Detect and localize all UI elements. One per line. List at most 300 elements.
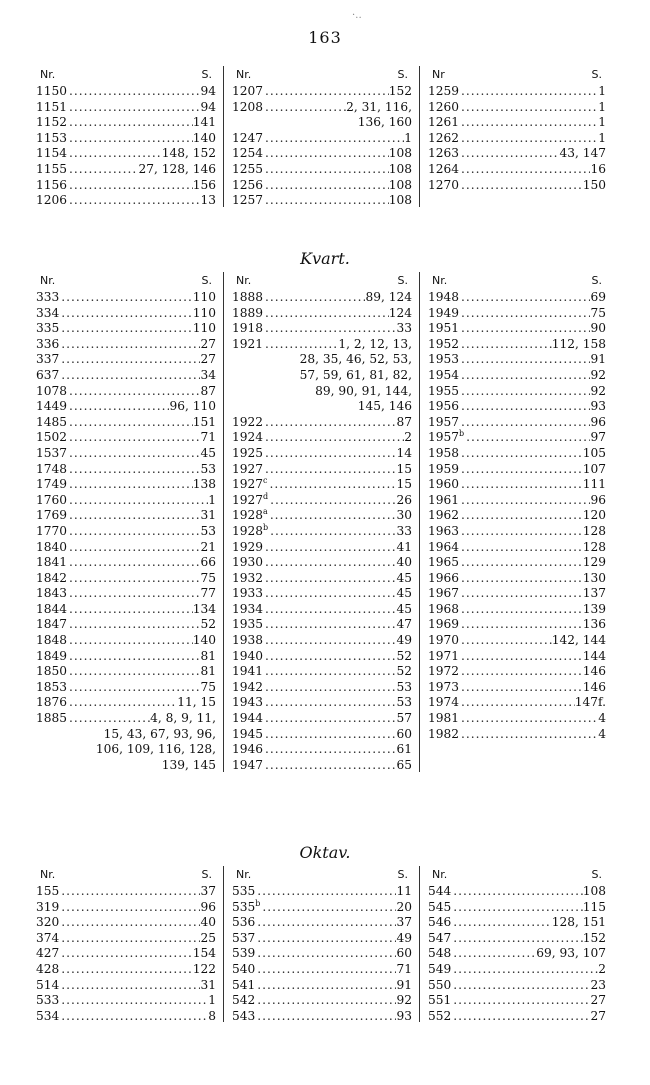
- entry-pages: 52: [396, 664, 412, 679]
- entry-number-text: 1938: [232, 633, 264, 648]
- dot-leader: [459, 290, 590, 306]
- entry-pages: 1: [404, 130, 412, 145]
- entry-number-text: 1918: [232, 321, 264, 336]
- entry-pages: 53: [200, 523, 216, 538]
- entry-pages: 27: [200, 352, 216, 367]
- index-entry: [232, 290, 412, 306]
- index-entry: [232, 524, 412, 540]
- entry-pages: 1, 2, 12, 13,: [338, 336, 412, 351]
- entry-number: [232, 978, 255, 994]
- dot-leader: [268, 477, 397, 493]
- entry-number-text: 1155: [36, 161, 68, 176]
- entry-pages: 1: [598, 115, 606, 130]
- index-entry: [36, 146, 216, 162]
- entry-pages: 81: [200, 648, 216, 663]
- entry-number: [36, 586, 67, 602]
- entry-pages: 106, 109, 116, 128,: [95, 742, 216, 757]
- entry-number-text: 1981: [428, 711, 460, 726]
- entry-number: [428, 915, 451, 931]
- entry-number: [428, 290, 459, 306]
- entry-pages: 31: [200, 977, 216, 992]
- entry-number: [36, 178, 67, 194]
- index-entry: [428, 337, 606, 353]
- index-entry: [232, 586, 412, 602]
- entry-number-text: 1921: [232, 336, 264, 351]
- dot-leader: [459, 649, 583, 665]
- index-entry: [232, 742, 412, 758]
- index-entry: [428, 430, 606, 446]
- entry-number-text: 1957: [428, 414, 460, 429]
- index-entry: [36, 462, 216, 478]
- dot-leader: [67, 415, 193, 431]
- index-entry-continuation: [232, 399, 412, 415]
- dot-leader: [263, 430, 404, 446]
- column-header: [232, 272, 412, 290]
- dot-leader: [263, 100, 346, 116]
- index-entry: [232, 680, 412, 696]
- dot-leader: [459, 321, 590, 337]
- column-divider: [223, 272, 224, 772]
- entry-pages: 93: [590, 399, 606, 414]
- index-entry: [36, 993, 216, 1009]
- entry-number: [36, 477, 67, 493]
- entry-number: [428, 368, 459, 384]
- index-entry-continuation: [232, 115, 412, 131]
- index-entry: [232, 884, 412, 900]
- entry-number: [36, 193, 67, 209]
- entry-pages: 139: [582, 601, 606, 616]
- entry-number: [232, 664, 263, 680]
- entry-pages: 91: [590, 352, 606, 367]
- index-entry: [428, 1009, 606, 1025]
- entry-number: [232, 100, 263, 116]
- entry-pages: 4: [598, 711, 606, 726]
- index-entry-continuation: [232, 368, 412, 384]
- entry-pages: 20: [396, 899, 412, 914]
- entry-pages: 66: [200, 555, 216, 570]
- entry-pages: 47: [396, 617, 412, 632]
- dot-leader: [255, 978, 396, 994]
- entry-number-text: 1876: [36, 695, 68, 710]
- entry-number: [36, 931, 59, 947]
- entry-number: [36, 649, 67, 665]
- entry-number-text: 1769: [36, 508, 68, 523]
- entry-number-text: 1929: [232, 539, 264, 554]
- entry-number: [428, 884, 451, 900]
- entry-number-text: 548: [428, 946, 452, 961]
- entry-number-text: 1967: [428, 586, 460, 601]
- entry-number: [232, 617, 263, 633]
- entry-number: [36, 493, 67, 509]
- entry-number-text: 1944: [232, 711, 264, 726]
- entry-number-text: 1259: [428, 84, 460, 98]
- entry-pages: 1: [598, 99, 606, 114]
- index-column: [36, 866, 216, 1024]
- index-entry: [36, 617, 216, 633]
- entry-number: [232, 915, 255, 931]
- dot-leader: [67, 571, 200, 587]
- dot-leader: [459, 337, 552, 353]
- index-entry: [232, 931, 412, 947]
- entry-number: [36, 337, 59, 353]
- entry-number: [232, 649, 263, 665]
- entry-number: [232, 555, 263, 571]
- entry-number: [232, 540, 263, 556]
- entry-number-text: 535: [232, 899, 256, 914]
- dot-leader: [255, 962, 396, 978]
- index-entry: [36, 962, 216, 978]
- entry-number-text: 320: [36, 915, 60, 930]
- dot-leader: [459, 633, 552, 649]
- dot-leader: [255, 884, 396, 900]
- entry-number: [428, 384, 459, 400]
- index-entry: [36, 162, 216, 178]
- index-entry: [36, 931, 216, 947]
- entry-number-text: 537: [232, 930, 256, 945]
- index-entry: [36, 664, 216, 680]
- dot-leader: [459, 462, 583, 478]
- dot-leader: [67, 193, 200, 209]
- dot-leader: [59, 337, 200, 353]
- index-entry: [36, 508, 216, 524]
- entry-number: [232, 758, 263, 774]
- dot-leader: [263, 84, 389, 100]
- dot-leader: [67, 462, 200, 478]
- entry-pages: 151: [192, 414, 216, 429]
- entry-number-text: 1922: [232, 414, 264, 429]
- index-entry: [232, 649, 412, 665]
- dot-leader: [459, 368, 590, 384]
- entry-number: [232, 430, 263, 446]
- dot-leader: [451, 1009, 590, 1025]
- entry-number-text: 1255: [232, 161, 264, 176]
- dot-leader: [263, 633, 396, 649]
- dot-leader: [263, 462, 396, 478]
- entry-number: [36, 399, 67, 415]
- entry-number-text: 1449: [36, 399, 68, 414]
- entry-number-text: 1924: [232, 430, 264, 445]
- entry-number: [36, 115, 67, 131]
- dot-leader: [59, 978, 200, 994]
- entry-number-text: 1844: [36, 601, 68, 616]
- entry-number: [36, 617, 67, 633]
- entry-number: [232, 193, 263, 209]
- dot-leader: [67, 617, 200, 633]
- index-entry: [36, 978, 216, 994]
- entry-number: [428, 462, 459, 478]
- entry-pages: 156: [192, 177, 216, 192]
- entry-number: [428, 100, 459, 116]
- dot-leader: [451, 900, 582, 916]
- index-entry: [232, 962, 412, 978]
- entry-number: [428, 586, 459, 602]
- index-entry: [232, 84, 412, 100]
- entry-number: [428, 649, 459, 665]
- dot-leader: [459, 162, 590, 178]
- dot-leader: [451, 884, 582, 900]
- entry-number: [428, 524, 459, 540]
- entry-pages: 91: [396, 977, 412, 992]
- entry-number: [36, 1009, 59, 1025]
- entry-pages: 124: [388, 305, 412, 320]
- dot-leader: [263, 617, 396, 633]
- index-entry: [428, 115, 606, 131]
- index-entry: [36, 915, 216, 931]
- dot-leader: [459, 555, 583, 571]
- entry-pages: 128, 151: [551, 915, 606, 930]
- column-header-nr: Nr.: [432, 274, 448, 287]
- index-entry: [36, 711, 216, 727]
- index-entry: [232, 146, 412, 162]
- index-entry: [428, 586, 606, 602]
- index-entry: [36, 946, 216, 962]
- entry-number-text: 1853: [36, 679, 68, 694]
- entry-pages: 92: [396, 993, 412, 1008]
- entry-number: [428, 162, 459, 178]
- index-entry: [232, 178, 412, 194]
- entry-number: [36, 711, 67, 727]
- index-entry: [232, 462, 412, 478]
- entry-number: [36, 508, 67, 524]
- index-entry: [36, 193, 216, 209]
- entry-number: [36, 664, 67, 680]
- column-header-nr: Nr: [432, 68, 445, 81]
- entry-pages: 16: [590, 161, 606, 176]
- entry-number: [36, 430, 67, 446]
- dot-leader: [451, 915, 551, 931]
- entry-number-text: 1965: [428, 555, 460, 570]
- column-divider: [419, 66, 420, 207]
- entry-pages: 57, 59, 61, 81, 82,: [299, 367, 412, 382]
- entry-number: [428, 633, 459, 649]
- entry-pages: 142, 144: [551, 633, 606, 648]
- index-entry: [232, 306, 412, 322]
- entry-pages: 147f.: [574, 695, 606, 710]
- entry-number-text: 428: [36, 961, 60, 976]
- dot-leader: [263, 193, 389, 209]
- index-entry: [232, 477, 412, 493]
- dot-leader: [263, 337, 338, 353]
- entry-number: [428, 555, 459, 571]
- entry-number-text: 1927: [232, 461, 264, 476]
- entry-pages: 49: [396, 930, 412, 945]
- entry-pages: 53: [396, 695, 412, 710]
- dot-leader: [451, 946, 536, 962]
- entry-number-text: 1925: [232, 445, 264, 460]
- entry-number: [428, 415, 459, 431]
- dot-leader: [459, 493, 590, 509]
- index-entry: [36, 352, 216, 368]
- entry-number: [232, 695, 263, 711]
- index-entry: [36, 178, 216, 194]
- index-entry: [428, 884, 606, 900]
- entry-number-text: 1951: [428, 321, 460, 336]
- index-entry: [428, 931, 606, 947]
- dot-leader: [59, 306, 192, 322]
- dot-leader: [263, 446, 396, 462]
- entry-pages: 152: [582, 930, 606, 945]
- entry-number: [232, 508, 268, 524]
- index-entry: [36, 680, 216, 696]
- entry-number-text: 1956: [428, 399, 460, 414]
- dot-leader: [59, 321, 192, 337]
- column-divider: [223, 866, 224, 1022]
- entry-number-text: 1943: [232, 695, 264, 710]
- entry-pages: 120: [582, 508, 606, 523]
- entry-number-text: 1888: [232, 290, 264, 304]
- entry-number-text: 1208: [232, 99, 264, 114]
- dot-leader: [59, 962, 192, 978]
- entry-number: [428, 115, 459, 131]
- entry-number: [232, 946, 255, 962]
- dot-leader: [263, 586, 396, 602]
- dot-leader: [263, 146, 389, 162]
- entry-number-text: 1264: [428, 161, 460, 176]
- dot-leader: [263, 758, 396, 774]
- index-entry-continuation: [232, 352, 412, 368]
- index-entry: [428, 571, 606, 587]
- dot-leader: [67, 711, 150, 727]
- entry-number-text: 1247: [232, 130, 264, 145]
- dot-leader: [67, 446, 200, 462]
- entry-pages: 111: [582, 477, 606, 492]
- entry-pages: 150: [582, 177, 606, 192]
- entry-pages: 27: [590, 1008, 606, 1023]
- entry-number: [232, 1009, 255, 1025]
- entry-number-text: 533: [36, 993, 60, 1008]
- entry-number: [232, 524, 268, 540]
- entry-pages: 2: [404, 430, 412, 445]
- entry-pages: 137: [582, 586, 606, 601]
- entry-number: [36, 368, 59, 384]
- entry-number: [36, 915, 59, 931]
- entry-number-text: 1841: [36, 555, 68, 570]
- entry-pages: 110: [192, 321, 216, 336]
- entry-number-text: 1959: [428, 461, 460, 476]
- index-entry: [232, 900, 412, 916]
- entry-number: [36, 900, 59, 916]
- index-entry: [428, 711, 606, 727]
- index-entry: [36, 290, 216, 306]
- entry-pages: 75: [590, 305, 606, 320]
- index-entry: [428, 131, 606, 147]
- dot-leader: [59, 900, 200, 916]
- entry-pages: 87: [396, 414, 412, 429]
- entry-number: [36, 352, 59, 368]
- entry-pages: 93: [396, 1008, 412, 1023]
- dot-leader: [459, 115, 598, 131]
- entry-number: [36, 384, 67, 400]
- index-entry: [428, 415, 606, 431]
- column-header-s: S.: [201, 868, 212, 881]
- entry-number: [232, 633, 263, 649]
- entry-pages: 4: [598, 726, 606, 741]
- index-column: [36, 66, 216, 209]
- entry-number: [232, 711, 263, 727]
- index-entry: [232, 540, 412, 556]
- index-column: [428, 272, 606, 742]
- entry-number-text: 1153: [36, 130, 68, 145]
- entry-number: [232, 178, 263, 194]
- index-entry: [232, 508, 412, 524]
- index-entry: [428, 680, 606, 696]
- index-entry: [36, 900, 216, 916]
- entry-pages: 140: [192, 130, 216, 145]
- column-header-s: S.: [397, 868, 408, 881]
- dot-leader: [67, 633, 193, 649]
- index-entry: [428, 727, 606, 743]
- entry-number-suffix: a: [263, 507, 268, 517]
- entry-pages: 45: [396, 570, 412, 585]
- entry-pages: 140: [192, 633, 216, 648]
- dot-leader: [451, 962, 598, 978]
- index-entry: [232, 617, 412, 633]
- entry-number-text: 1849: [36, 648, 68, 663]
- entry-pages: 13: [200, 193, 216, 208]
- index-entry: [36, 430, 216, 446]
- dot-leader: [268, 508, 397, 524]
- dot-leader: [67, 178, 193, 194]
- entry-number-text: 1971: [428, 648, 460, 663]
- column-header-s: S.: [397, 274, 408, 287]
- dot-leader: [459, 508, 583, 524]
- entry-number-text: 1928: [232, 508, 264, 523]
- index-entry: [428, 100, 606, 116]
- entry-number: [428, 337, 459, 353]
- entry-pages: 130: [582, 570, 606, 585]
- dot-leader: [263, 571, 396, 587]
- entry-pages: 152: [388, 84, 412, 98]
- entry-pages: 23: [590, 977, 606, 992]
- dot-leader: [255, 915, 396, 931]
- entry-number: [232, 290, 263, 306]
- entry-number-text: 427: [36, 946, 60, 961]
- dot-leader: [459, 617, 583, 633]
- entry-number-text: 155: [36, 884, 60, 898]
- entry-number-text: 551: [428, 993, 452, 1008]
- entry-number-text: 1930: [232, 555, 264, 570]
- entry-pages: 30: [396, 508, 412, 523]
- entry-number-text: 1847: [36, 617, 68, 632]
- entry-number: [36, 100, 67, 116]
- entry-pages: 21: [200, 539, 216, 554]
- entry-number-text: 1748: [36, 461, 68, 476]
- entry-pages: 14: [396, 445, 412, 460]
- index-entry: [36, 131, 216, 147]
- index-entry: [428, 84, 606, 100]
- ink-speck-decoration: ·‥: [352, 10, 362, 21]
- dot-leader: [67, 508, 200, 524]
- dot-leader: [59, 290, 192, 306]
- entry-pages: 112, 158: [551, 336, 606, 351]
- entry-number: [36, 146, 67, 162]
- index-entry: [36, 446, 216, 462]
- index-entry: [232, 711, 412, 727]
- entry-number-text: 1843: [36, 586, 68, 601]
- index-entry: [428, 540, 606, 556]
- dot-leader: [459, 680, 583, 696]
- entry-pages: 122: [192, 961, 216, 976]
- index-entry: [36, 368, 216, 384]
- dot-leader: [459, 100, 598, 116]
- index-entry: [428, 162, 606, 178]
- entry-number: [428, 900, 451, 916]
- index-entry: [232, 602, 412, 618]
- index-entry: [428, 146, 606, 162]
- entry-pages: 11, 15: [177, 695, 216, 710]
- column-header-s: S.: [201, 68, 212, 81]
- entry-number-text: 1970: [428, 633, 460, 648]
